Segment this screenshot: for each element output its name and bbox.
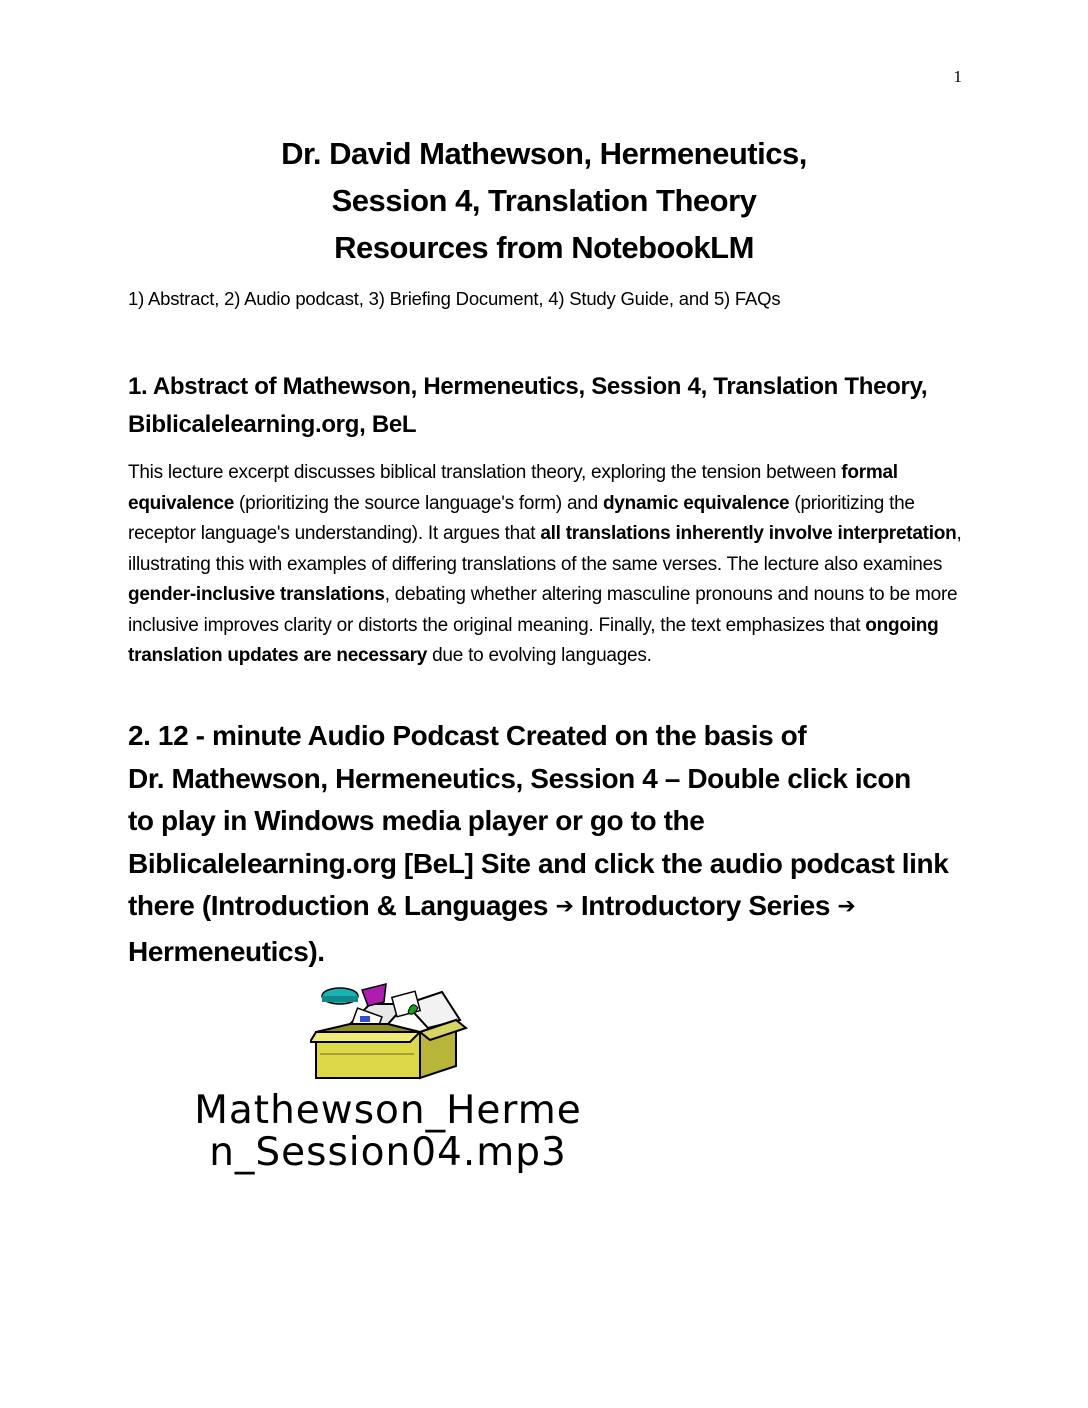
page-number: 1 [953,67,962,86]
abstract-text: This lecture excerpt discusses biblical translation theory, exploring the tension between [128,462,842,483]
abstract-text: (prioritizing the receptor language's understanding). It argues that [128,492,915,544]
package-icon[interactable] [310,982,470,1082]
section-2-line: to play in Windows media player or go to the [128,805,705,836]
abstract-bold-term: all translations inherently involve interpretation [540,523,957,544]
file-name-line-2: n_Session04.mp3 [209,1130,567,1175]
section-2-line: Biblicalelearning.org [BeL] Site and click the audio podcast link [128,847,949,879]
title-line-1: Dr. David Mathewson, Hermeneutics, [281,136,807,171]
section-1-heading: 1. Abstract of Mathewson, Hermeneutics, Session 4, Translation Theory, Biblicalelearning.org, BeL [128,373,928,438]
abstract-bold-term: gender-inclusive translations [128,584,385,605]
abstract-bold-term: dynamic equivalence [602,492,790,514]
section-2-heading [128,715,978,973]
arrow-right-icon: ➔ [555,894,574,919]
abstract-text: , debating whether altering masculine pronouns and nouns to be more inclusive improves clarity or distorts the original meaning. Finally, the text emphasizes that [128,584,958,636]
file-name-line-1: Mathewson_Herme [194,1088,582,1133]
title-line-3: Resources from NotebookLM [334,230,754,265]
section-2-line [128,885,978,931]
title-line-2: Session 4, Translation Theory [331,183,757,218]
section-2-line: Dr. Mathewson, Hermeneutics, Session 4 – Double click icon [128,762,911,794]
abstract-bold-term: formal equivalence [128,462,898,514]
audio-file-name[interactable] [128,1090,648,1174]
abstract-text: (prioritizing the source language's form) and [234,492,603,514]
arrow-right-icon: ➔ [837,894,856,919]
abstract-paragraph [128,458,968,672]
page-title [0,130,1088,271]
section-2-line: Hermeneutics). [128,935,325,967]
section-2-text: there (Introduction & Languages [128,890,556,921]
section-2-line: 2. 12 - minute Audio Podcast Created on the basis of [128,720,807,751]
abstract-text: , illustrating this with examples of differing translations of the same verses. The lecture also examines [128,523,962,575]
resources-list: 1) Abstract, 2) Audio podcast, 3) Briefing Document, 4) Study Guide, and 5) FAQs [128,288,781,309]
section-2-text: Introductory Series [573,890,838,921]
abstract-text: due to evolving languages. [427,645,652,666]
abstract-bold-term: ongoing translation updates are necessary [128,614,939,666]
